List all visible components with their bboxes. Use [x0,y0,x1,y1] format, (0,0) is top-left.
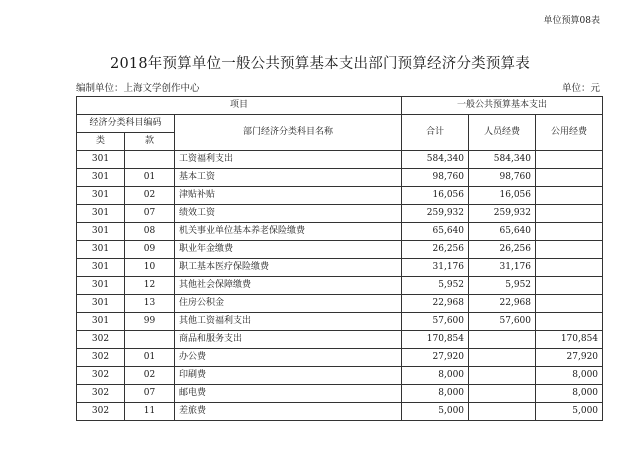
header-subject-name: 部门经济分类科目名称 [175,115,402,151]
cell-personnel: 65,640 [469,223,536,241]
table-row [77,313,603,331]
cell-public: 170,854 [536,331,603,349]
cell-personnel [469,367,536,385]
table-row [77,367,603,385]
cell-total: 8,000 [402,367,469,385]
cell-personnel: 31,176 [469,259,536,277]
table-row [77,295,603,313]
cell-subject-name: 差旅费 [175,403,402,421]
cell-personnel: 5,952 [469,277,536,295]
table-row [77,349,603,367]
table-row [77,385,603,403]
cell-kuan: 02 [125,187,175,205]
table-row [77,277,603,295]
cell-lei: 301 [77,241,125,259]
form-id-label: 单位预算08表 [543,16,600,26]
cell-lei: 301 [77,277,125,295]
budget-table [76,96,603,421]
cell-personnel: 22,968 [469,295,536,313]
cell-kuan: 99 [125,313,175,331]
cell-personnel [469,349,536,367]
cell-personnel: 98,760 [469,169,536,187]
cell-kuan: 07 [125,385,175,403]
cell-subject-name: 基本工资 [175,169,402,187]
cell-lei: 301 [77,205,125,223]
cell-lei: 302 [77,349,125,367]
cell-lei: 302 [77,331,125,349]
cell-total: 22,968 [402,295,469,313]
cell-kuan: 13 [125,295,175,313]
table-row [77,169,603,187]
org-label: 编制单位：上海文学创作中心 [76,83,200,94]
table-row [77,187,603,205]
cell-personnel [469,385,536,403]
cell-public: 8,000 [536,385,603,403]
cell-public [536,259,603,277]
cell-kuan [125,331,175,349]
cell-kuan: 08 [125,223,175,241]
cell-kuan: 02 [125,367,175,385]
cell-total: 31,176 [402,259,469,277]
cell-subject-name: 商品和服务支出 [175,331,402,349]
cell-total: 584,340 [402,151,469,169]
cell-public: 27,920 [536,349,603,367]
cell-public [536,295,603,313]
cell-lei: 301 [77,169,125,187]
cell-public [536,151,603,169]
cell-subject-name: 其他社会保障缴费 [175,277,402,295]
cell-personnel: 584,340 [469,151,536,169]
header-total: 合计 [402,115,469,151]
cell-subject-name: 津贴补贴 [175,187,402,205]
cell-lei: 301 [77,259,125,277]
cell-total: 8,000 [402,385,469,403]
header-budget-group: 一般公共预算基本支出 [402,97,603,115]
table-row [77,241,603,259]
cell-public [536,205,603,223]
cell-kuan: 01 [125,349,175,367]
cell-personnel: 26,256 [469,241,536,259]
header-personnel: 人员经费 [469,115,536,151]
cell-lei: 302 [77,385,125,403]
cell-subject-name: 绩效工资 [175,205,402,223]
cell-lei: 301 [77,151,125,169]
table-row [77,223,603,241]
cell-subject-name: 印刷费 [175,367,402,385]
cell-kuan: 11 [125,403,175,421]
cell-public [536,277,603,295]
cell-lei: 301 [77,295,125,313]
cell-total: 259,932 [402,205,469,223]
cell-subject-name: 工资福利支出 [175,151,402,169]
cell-lei: 302 [77,403,125,421]
cell-total: 5,952 [402,277,469,295]
cell-kuan: 09 [125,241,175,259]
cell-public [536,223,603,241]
header-code-group: 经济分类科目编码 [77,115,175,133]
header-lei: 类 [77,133,125,151]
cell-public [536,241,603,259]
cell-total: 27,920 [402,349,469,367]
header-project: 项目 [77,97,402,115]
cell-public [536,169,603,187]
cell-personnel [469,331,536,349]
cell-total: 16,056 [402,187,469,205]
cell-subject-name: 机关事业单位基本养老保险缴费 [175,223,402,241]
cell-personnel: 16,056 [469,187,536,205]
cell-total: 57,600 [402,313,469,331]
cell-kuan: 12 [125,277,175,295]
cell-subject-name: 职工基本医疗保险缴费 [175,259,402,277]
cell-kuan: 07 [125,205,175,223]
cell-public [536,187,603,205]
cell-personnel [469,403,536,421]
cell-personnel: 57,600 [469,313,536,331]
cell-total: 170,854 [402,331,469,349]
cell-total: 5,000 [402,403,469,421]
table-row [77,205,603,223]
cell-lei: 301 [77,187,125,205]
table-row [77,403,603,421]
cell-subject-name: 职业年金缴费 [175,241,402,259]
cell-public [536,313,603,331]
cell-lei: 301 [77,223,125,241]
document-title: 2018年预算单位一般公共预算基本支出部门预算经济分类预算表 [110,56,530,72]
cell-kuan: 01 [125,169,175,187]
cell-public: 5,000 [536,403,603,421]
header-public: 公用经费 [536,115,603,151]
table-row [77,259,603,277]
cell-subject-name: 邮电费 [175,385,402,403]
table-row [77,331,603,349]
cell-total: 98,760 [402,169,469,187]
currency-unit-label: 单位：元 [561,83,600,94]
cell-subject-name: 住房公积金 [175,295,402,313]
cell-lei: 302 [77,367,125,385]
cell-subject-name: 其他工资福利支出 [175,313,402,331]
cell-total: 65,640 [402,223,469,241]
cell-personnel: 259,932 [469,205,536,223]
cell-total: 26,256 [402,241,469,259]
cell-public: 8,000 [536,367,603,385]
header-kuan: 款 [125,133,175,151]
table-row [77,151,603,169]
cell-lei: 301 [77,313,125,331]
cell-subject-name: 办公费 [175,349,402,367]
cell-kuan [125,151,175,169]
cell-kuan: 10 [125,259,175,277]
